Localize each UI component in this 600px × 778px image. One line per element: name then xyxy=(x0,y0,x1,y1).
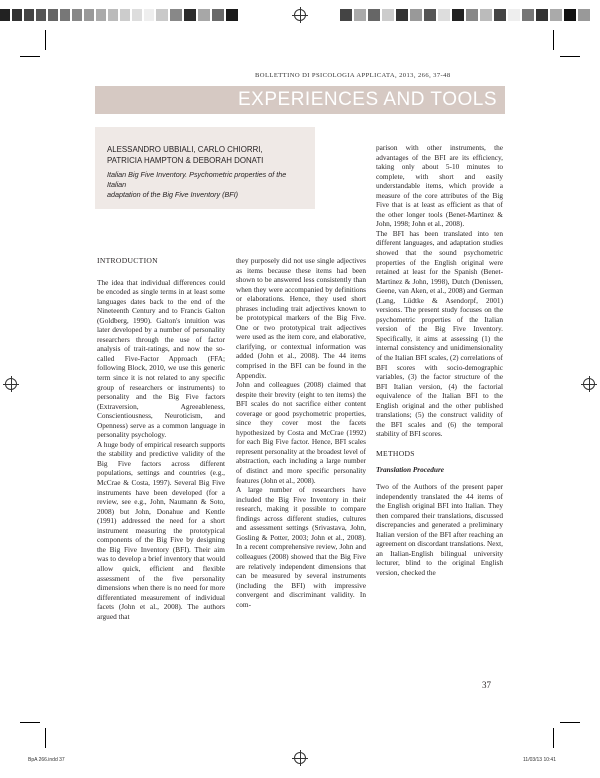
slug-right: 11/03/13 10:41 xyxy=(523,757,556,763)
crop-mark xyxy=(560,56,580,57)
translation-subheading: Translation Procedure xyxy=(376,464,445,474)
page-number: 37 xyxy=(482,680,491,690)
paragraph: John and colleagues (2008) claimed that despite their brevity (eight to ten items) the BFI scales do not sacrifice either content coverage or good psychometric properties, since they cover most the facets hypothesized by Costa and McCrae (1992) for each Big Five factor. Hence, BFI scales represent personality at the broadest level of abstraction, each including a large number of distinct and more specific personality features (John et al., 2008). xyxy=(236,380,366,485)
column-1 xyxy=(97,256,225,621)
crop-mark xyxy=(553,728,554,748)
methods-heading: METHODS xyxy=(376,448,415,458)
crop-mark xyxy=(20,722,40,723)
authors-line: PATRICIA HAMPTON & DEBORAH DONATI xyxy=(107,156,264,165)
section-title: EXPERIENCES AND TOOLS xyxy=(238,89,497,110)
paragraph: A large number of researchers have included the Big Five Inventory in their research, making it possible to compare findings across different studies, cultures and assessment settings (Srivastava, John, Gosling & Potter, 2003; John et al., 2008). In a recent comprehensive review, John and colleagues (2008) showed that the Big Five are relatively independent dimensions that can be measured by several instruments (including the BFI) with impressive convergent and discriminant validity. In com- xyxy=(236,485,366,609)
intro-heading: INTRODUCTION xyxy=(97,256,158,265)
section-banner xyxy=(95,86,505,114)
crop-mark xyxy=(20,56,40,57)
paragraph: Two of the Authors of the present paper independently translated the 44 items of the English original BFI into Italian. They then compared their translations, discussed discrepancies and generated a preliminary Italian version of the BFI after reaching an agreement on discordant translations. Next, an Italian-English bilingual university lecturer, blind to the original English version, checked the xyxy=(376,482,503,577)
registration-mark-icon xyxy=(294,9,306,21)
article-title xyxy=(107,170,307,200)
paragraph: parison with other instruments, the advantages of the BFI are its efficiency, taking only about 5-10 minutes to complete, with short and easily understandable items, which provide a measure of the core attributes of the Big Five that is at least as efficient as that of the other longer tools (Benet-Martinez & John, 1998; John et al., 2008). xyxy=(376,143,503,229)
column-2 xyxy=(236,256,366,609)
paragraph: The idea that individual differences could be encoded as single terms in at least some languages dates back to the end of the Nineteenth Century and to Francis Galton (Goldberg, 1990). Galton's intuition was later developed by a number of personality researchers through the use of factor analysis of trait-ratings, and now the so-called Five-Factor Approach (FFA; following Block, 2010, we use this generic term since it is not related to any specific group of researchers or instruments) to personality and the Big Five factors (Extraversion, Agreeableness, Conscientiousness, Neuroticism, and Openness) serve as a common language in personality psychology. xyxy=(97,277,225,440)
crop-mark xyxy=(560,722,580,723)
crop-mark xyxy=(45,728,46,748)
authors-line: ALESSANDRO UBBIALI, CARLO CHIORRI, xyxy=(107,145,263,154)
article-title-line: Italian Big Five Inventory. Psychometric properties of the Italian xyxy=(107,170,287,189)
slug-left: BpA 266.indd 37 xyxy=(28,757,65,763)
authors xyxy=(107,144,307,166)
crop-mark xyxy=(45,30,46,50)
registration-mark-icon xyxy=(294,752,306,764)
paragraph: The BFI has been translated into ten different languages, and adaptation studies showed that the sound psychometric properties of the English original were retained at least for the Spanish (Benet-Martinez & John, 1998), Dutch (Denissen, Geene, van Aken, et al., 2008) and German (Lang, Lüdtke & Asendorpf, 2001) versions. The present study focuses on the psychometric properties of the Italian version of the Big Five Inventory. Specifically, it aims at assessing (1) the internal consistency and unidimensionality of the Italian BFI scales, (2) correlations of BFI scores with socio-demographic variables, (3) the factor structure of the BFI Italian version, (4) the factorial equivalence of the Italian BFI to the English original and the other published translations; (5) the construct validity of the BFI scales and (6) the temporal stability of BFI scores. xyxy=(376,228,503,439)
article-title-line: adaptation of the Big Five Inventory (BFI) xyxy=(107,190,239,199)
column-3 xyxy=(376,143,503,578)
registration-mark-icon xyxy=(5,378,17,390)
crop-mark xyxy=(553,30,554,50)
registration-mark-icon xyxy=(583,378,595,390)
paragraph: they purposely did not use single adjectives as items because these items had been shown to be answered less consistently than when they were accompanied by definitions or elaborations. Hence, they used short phrases including trait adjectives known to be prototypical markers of the Big Five. One or two prototypical trait adjectives were used as the item core, and elaborative, clarifying, or contextual information was added (John et al., 2008). The 44 items comprised in the BFI can be found in the Appendix. xyxy=(236,256,366,380)
journal-header: BOLLETTINO DI PSICOLOGIA APPLICATA, 2013, 266, 37-48 xyxy=(255,72,451,79)
paragraph: A huge body of empirical research supports the stability and predictive validity of the Big Five factors across different populations, settings and countries (e.g., McCrae & Costa, 1997). Several Big Five instruments have been developed (for a review, see e.g., John, Naumann & Soto, 2008) but John, Donahue and Kentle (1991) addressed the need for a short instrument measuring the prototypical components of the Big Five by designing the Big Five Inventory (BFI). Their aim was to develop a brief inventory that would allow quick, efficient and flexible assessment of the five personality dimensions when there is no need for more differentiated measurement of individual facets (John et al., 2008). The authors argued that xyxy=(97,439,225,621)
